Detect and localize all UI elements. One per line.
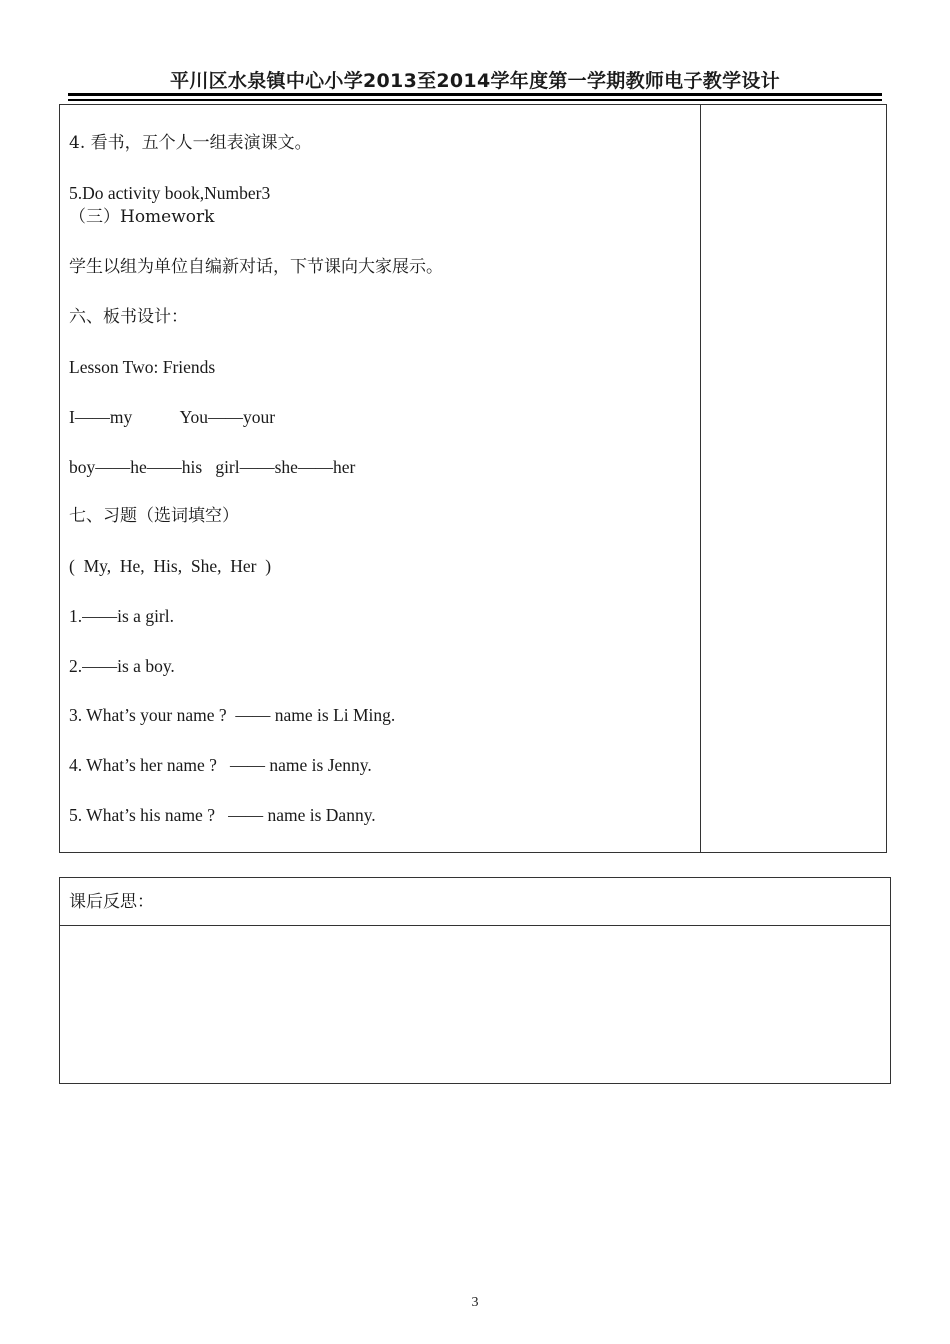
text-line-board-design-heading: 六、板书设计：	[69, 307, 188, 327]
text-line-homework-heading: （三）Homework	[69, 207, 215, 227]
reflection-table	[59, 877, 891, 1084]
header-rule-thin	[68, 99, 882, 101]
text-line-pronouns-my-your: I——my You——your	[69, 407, 276, 427]
text-line-exercise-5: 5. What’s his name ? —— name is Danny.	[69, 805, 376, 825]
text-line-exercise-1: 1.——is a girl.	[69, 606, 174, 626]
header-rule-thick	[68, 93, 882, 96]
reflection-label: 课后反思：	[69, 892, 154, 912]
reflection-row-divider	[60, 925, 890, 926]
page-number: 3	[471, 1295, 479, 1310]
text-line-activity-book: 5.Do activity book,Number3	[69, 183, 271, 203]
text-line-pronouns-his-her: boy——he——his girl——she——her	[69, 457, 356, 477]
text-line-homework-task: 学生以组为单位自编新对话，下节课向大家展示。	[69, 257, 443, 277]
table-column-divider	[700, 105, 701, 852]
text-line-lesson-title: Lesson Two: Friends	[69, 357, 216, 377]
text-line-exercise-3: 3. What’s your name ? —— name is Li Ming.	[69, 705, 396, 725]
text-line-word-choices: ( My, He, His, She, Her )	[69, 556, 272, 576]
text-line-group-performance: 4. 看书，五个人一组表演课文。	[69, 133, 312, 153]
page-header-title: 平川区水泉镇中心小学2013至2014学年度第一学期教师电子教学设计	[170, 70, 780, 92]
text-line-exercise-4: 4. What’s her name ? —— name is Jenny.	[69, 755, 372, 775]
lesson-content-table	[59, 104, 887, 853]
text-line-exercise-2: 2.——is a boy.	[69, 656, 175, 676]
text-line-exercise-heading: 七、习题（选词填空）	[69, 506, 239, 526]
